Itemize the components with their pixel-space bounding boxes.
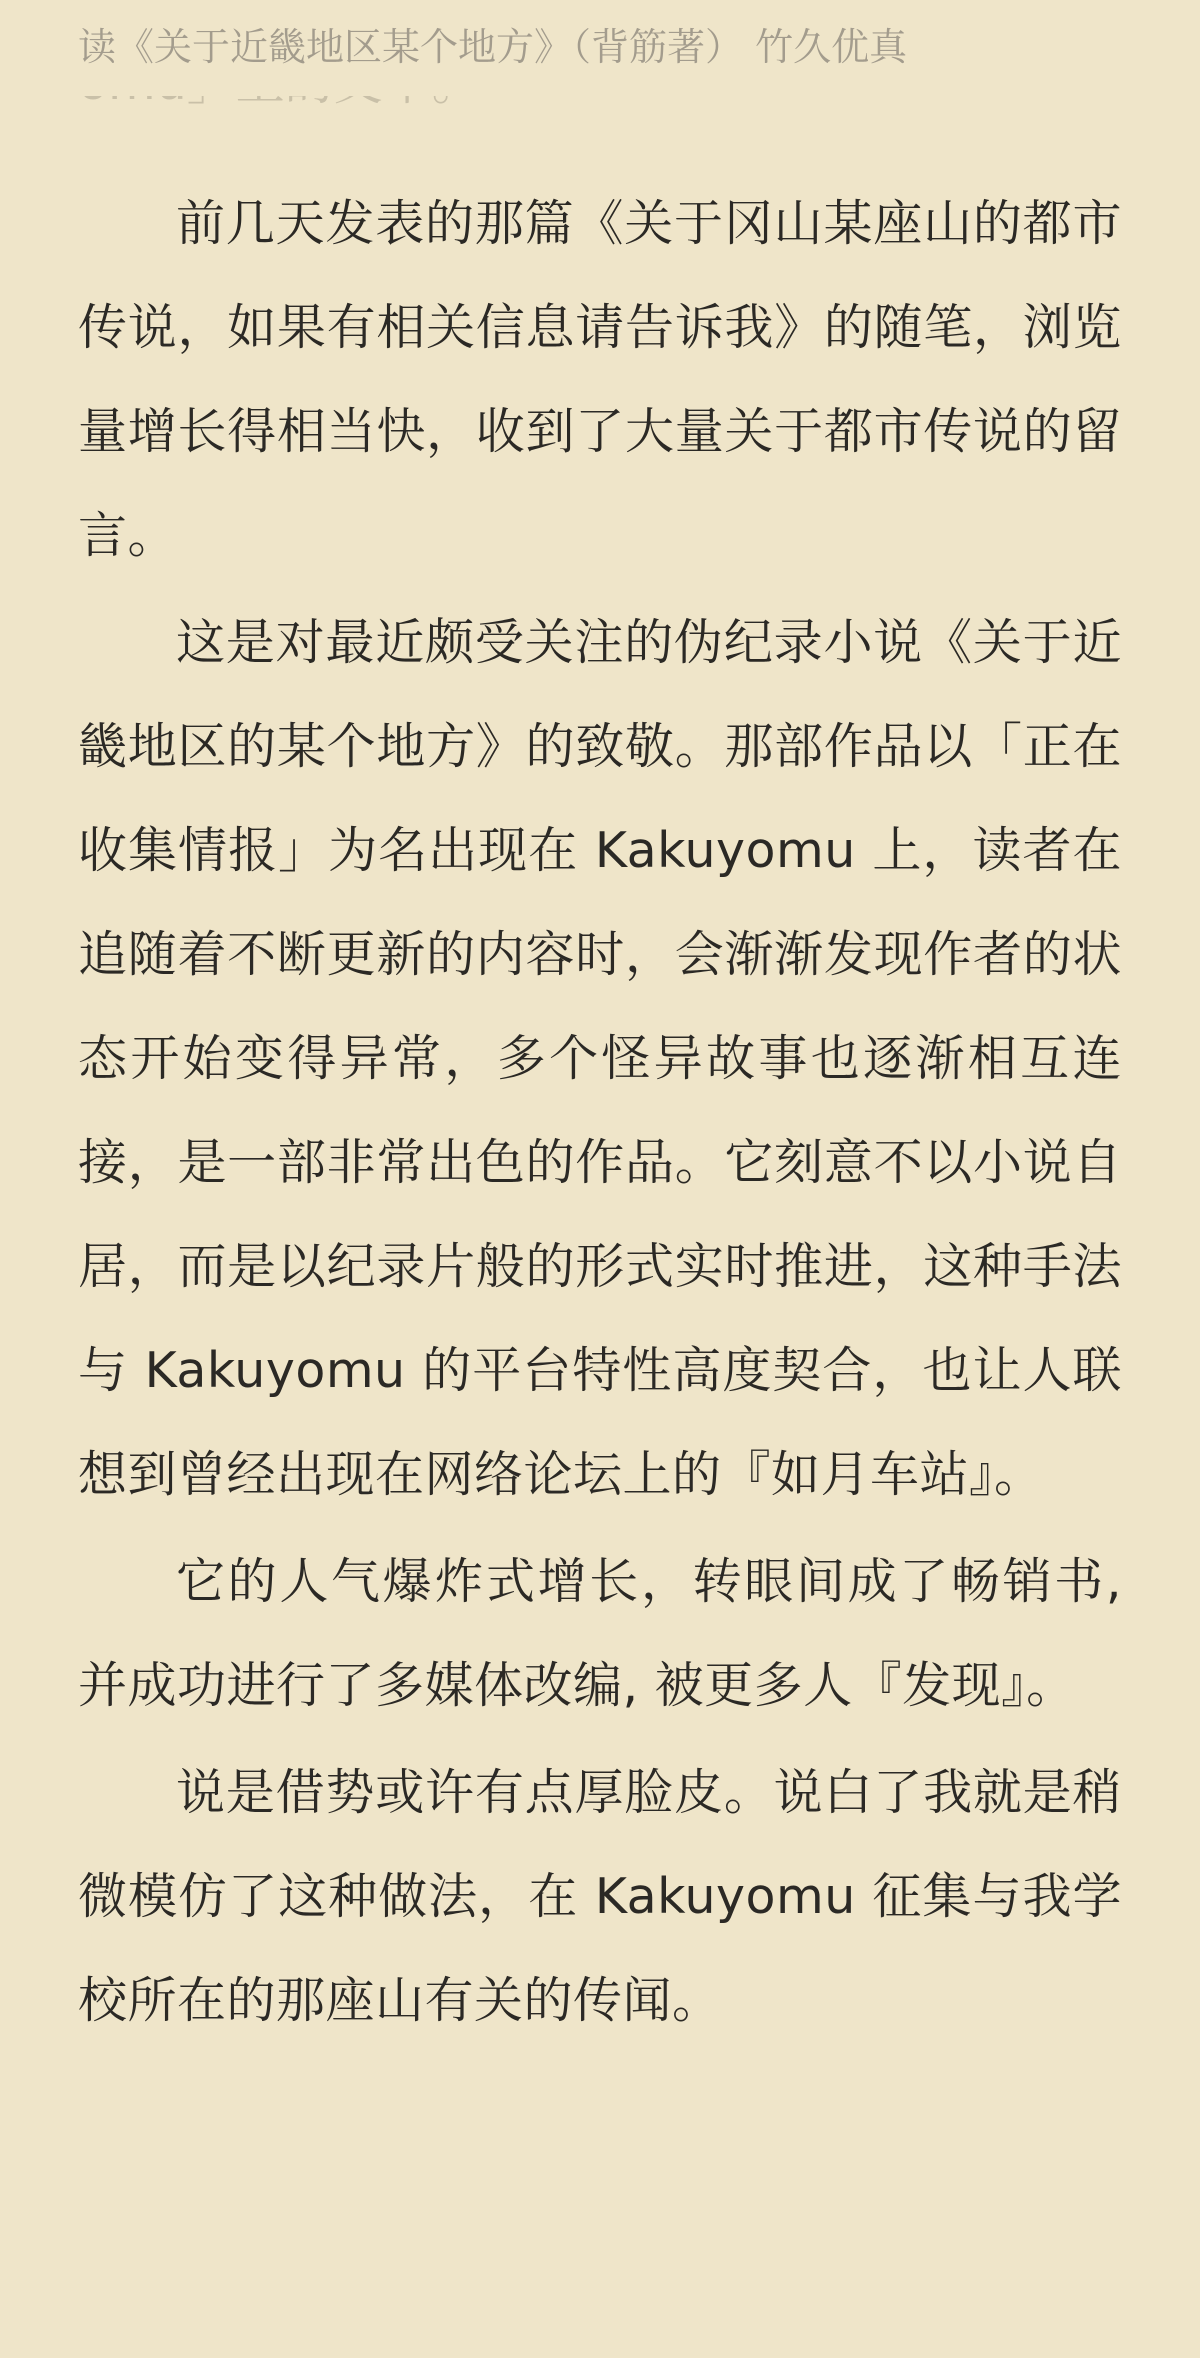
paragraph: 这是对最近颇受关注的伪纪录小说《关于近畿地区的某个地方》的致敬。那部作品以「正在收集情报」为名出现在 Kakuyomu 上，读者在追随着不断更新的内容时，会渐渐发现作者的状态开始变得异常，多个怪异故事也逐渐相互连接，是一部非常出色的作品。它刻意不以小说自居，而是以纪录片般的形式实时推进，这种手法与 Kakuyomu 的平台特性高度契合，也让人联想到曾经出现在网络论坛上的『如月车站』。 — [78, 614, 1122, 1503]
paragraph: 前几天发表的那篇《关于冈山某座山的都市传说，如果有相关信息请告诉我》的随笔，浏览量增长得相当快，收到了大量关于都市传说的留言。 — [78, 195, 1122, 564]
paragraph: 它的人气爆炸式增长，转眼间成了畅销书, 并成功进行了多媒体改编, 被更多人『发现』。 — [78, 1553, 1122, 1714]
paragraph: 说是借势或许有点厚脸皮。说白了我就是稍微模仿了这种做法，在 Kakuyomu 征集与我学校所在的那座山有关的传闻。 — [78, 1764, 1122, 2029]
book-chapter-title: 读《关于近畿地区某个地方》（背筋著） 竹久优真 — [78, 25, 908, 69]
reader-header — [0, 0, 1200, 96]
reading-content — [78, 172, 1122, 2053]
